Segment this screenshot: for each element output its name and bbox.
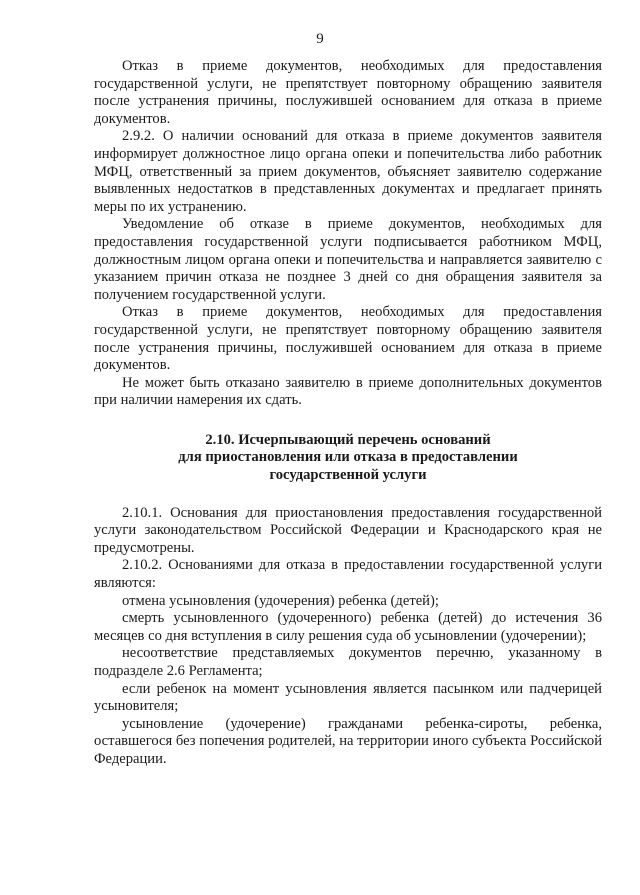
- page-number: 9: [316, 31, 324, 47]
- heading-line-2: для приостановления или отказа в предоставлении: [178, 449, 518, 466]
- heading-line-1: 2.10. Исчерпывающий перечень оснований: [205, 431, 491, 448]
- paragraph-refusal-no-obstacle: Отказ в приеме документов, необходимых для предоставления государственной услуги, не препятствует повторному обращению заявителя после устранения причины, послужившей основанием для отказа в приеме документов.: [94, 58, 602, 127]
- paragraph-2-10-2: 2.10.2. Основаниями для отказа в предоставлении государственной услуги являются:: [94, 557, 602, 592]
- paragraph-refusal-no-obstacle-repeat: Отказ в приеме документов, необходимых для предоставления государственной услуги, не препятствует повторному обращению заявителя после устранения причины, послужившей основанием для отказа в приеме документов.: [94, 304, 602, 374]
- list-item-other-region: усыновление (удочерение) гражданами ребенка-сироты, ребенка, оставшегося без попечения родителей, на территории иного субъекта Российской Федерации.: [94, 715, 602, 767]
- section-heading-2-10: [94, 432, 602, 485]
- paragraph-additional-documents: Не может быть отказано заявителю в приеме дополнительных документов при наличии намерения их сдать.: [94, 374, 602, 409]
- paragraph-refusal-notice: Уведомление об отказе в приеме документов, необходимых для предоставления государственной услуги подписывается работником МФЦ, должностным лицом органа опеки и попечительства и направляется заявителю с указанием причин отказа не позднее 3 дней со дня обращения заявителя за получением государственной услуги.: [94, 216, 602, 303]
- list-item-child-death: смерть усыновленного (удочеренного) ребенка (детей) до истечения 36 месяцев со дня вступления в силу решения суда об усыновлении (удочерении);: [94, 610, 602, 644]
- list-item-documents-mismatch: несоответствие представляемых документов перечню, указанному в подразделе 2.6 Регламента;: [94, 645, 602, 679]
- document-body: [94, 58, 602, 769]
- paragraph-2-10-1: 2.10.1. Основания для приостановления предоставления государственной услуги законодательством Российской Федерации и Краснодарского края не предусмотрены.: [94, 504, 602, 556]
- heading-line-3: государственной услуги: [269, 467, 427, 484]
- paragraph-2-9-2: 2.9.2. О наличии оснований для отказа в приеме документов заявителя информирует должностное лицо органа опеки и попечительства либо работник МФЦ, ответственный за прием документов, объясняет заявителю содержание выявленных недостатков в представленных документах и предлагает принять меры по их устранению.: [94, 128, 602, 215]
- list-item-adoption-cancelled: отмена усыновления (удочерения) ребенка (детей);: [122, 592, 439, 609]
- list-item-stepchild: если ребенок на момент усыновления является пасынком или падчерицей усыновителя;: [94, 680, 602, 715]
